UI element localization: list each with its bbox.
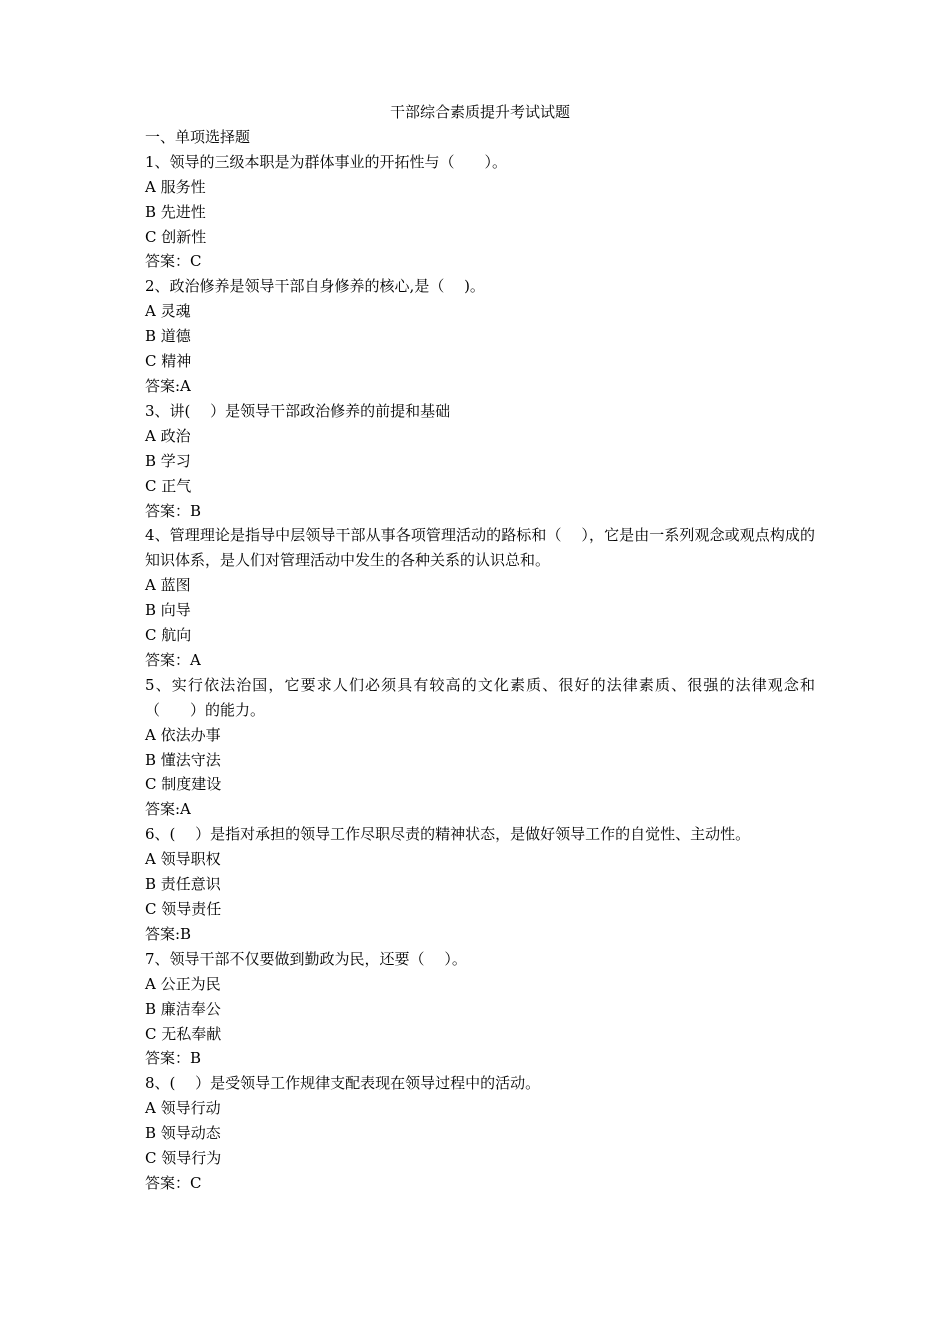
answer: 答案：A (145, 650, 201, 669)
option-b: B 懂法守法 (145, 750, 221, 769)
option-c: C 无私奉献 (145, 1024, 222, 1043)
question-stem: 5、实行依法治国，它要求人们必须具有较高的文化素质、很好的法律素质、很强的法律观念和（ ）的能力。 (145, 675, 815, 719)
question-1 (145, 150, 815, 275)
answer: 答案：C (145, 1173, 202, 1192)
answer: 答案:A (145, 376, 191, 395)
option-b: B 向导 (145, 601, 191, 620)
option-b: B 道德 (145, 327, 191, 346)
option-c: C 创新性 (145, 227, 207, 246)
option-a: A 服务性 (145, 177, 206, 196)
question-stem: 4、管理理论是指导中层领导干部从事各项管理活动的路标和（ ），它是由一系列观念或观点构成的知识体系，是人们对管理活动中发生的各种关系的认识总和。 (145, 526, 815, 570)
question-5 (145, 673, 815, 822)
question-2 (145, 274, 815, 399)
option-a: A 领导行动 (145, 1099, 221, 1118)
document-title: 干部综合素质提升考试试题 (389, 103, 570, 121)
answer: 答案：B (145, 1049, 202, 1068)
question-stem: 2、政治修养是领导干部自身修养的核心,是（ )。 (145, 277, 485, 296)
option-b: B 学习 (145, 451, 191, 470)
option-c: C 领导行为 (145, 1149, 222, 1168)
option-b: B 责任意识 (145, 875, 221, 894)
answer: 答案:A (145, 800, 191, 819)
option-a: A 蓝图 (145, 576, 191, 595)
question-8 (145, 1071, 815, 1196)
section-heading: 一、单项选择题 (145, 127, 251, 146)
option-b: B 廉洁奉公 (145, 999, 221, 1018)
option-c: C 航向 (145, 626, 192, 645)
option-c: C 精神 (145, 352, 192, 371)
question-6 (145, 822, 815, 947)
option-b: B 领导动态 (145, 1124, 221, 1143)
question-4 (145, 523, 815, 672)
option-a: A 依法办事 (145, 725, 221, 744)
option-b: B 先进性 (145, 202, 206, 221)
answer: 答案：B (145, 501, 202, 520)
answer: 答案:B (145, 924, 192, 943)
option-a: A 公正为民 (145, 974, 221, 993)
question-3 (145, 399, 815, 524)
question-stem: 1、领导的三级本职是为群体事业的开拓性与（ ）。 (145, 152, 508, 171)
option-a: A 灵魂 (145, 302, 191, 321)
question-stem: 8、( ）是受领导工作规律支配表现在领导过程中的活动。 (145, 1074, 541, 1093)
option-c: C 制度建设 (145, 775, 222, 794)
question-stem: 7、领导干部不仅要做到勤政为民，还要（ ）。 (145, 949, 467, 968)
question-stem: 3、讲( ）是领导干部政治修养的前提和基础 (145, 401, 451, 420)
question-7 (145, 947, 815, 1072)
answer: 答案：C (145, 252, 202, 271)
option-a: A 领导职权 (145, 850, 221, 869)
question-stem: 6、( ）是指对承担的领导工作尽职尽责的精神状态，是做好领导工作的自觉性、主动性。 (145, 825, 751, 844)
option-a: A 政治 (145, 426, 191, 445)
exam-document (145, 100, 815, 1196)
option-c: C 正气 (145, 476, 192, 495)
option-c: C 领导责任 (145, 900, 222, 918)
